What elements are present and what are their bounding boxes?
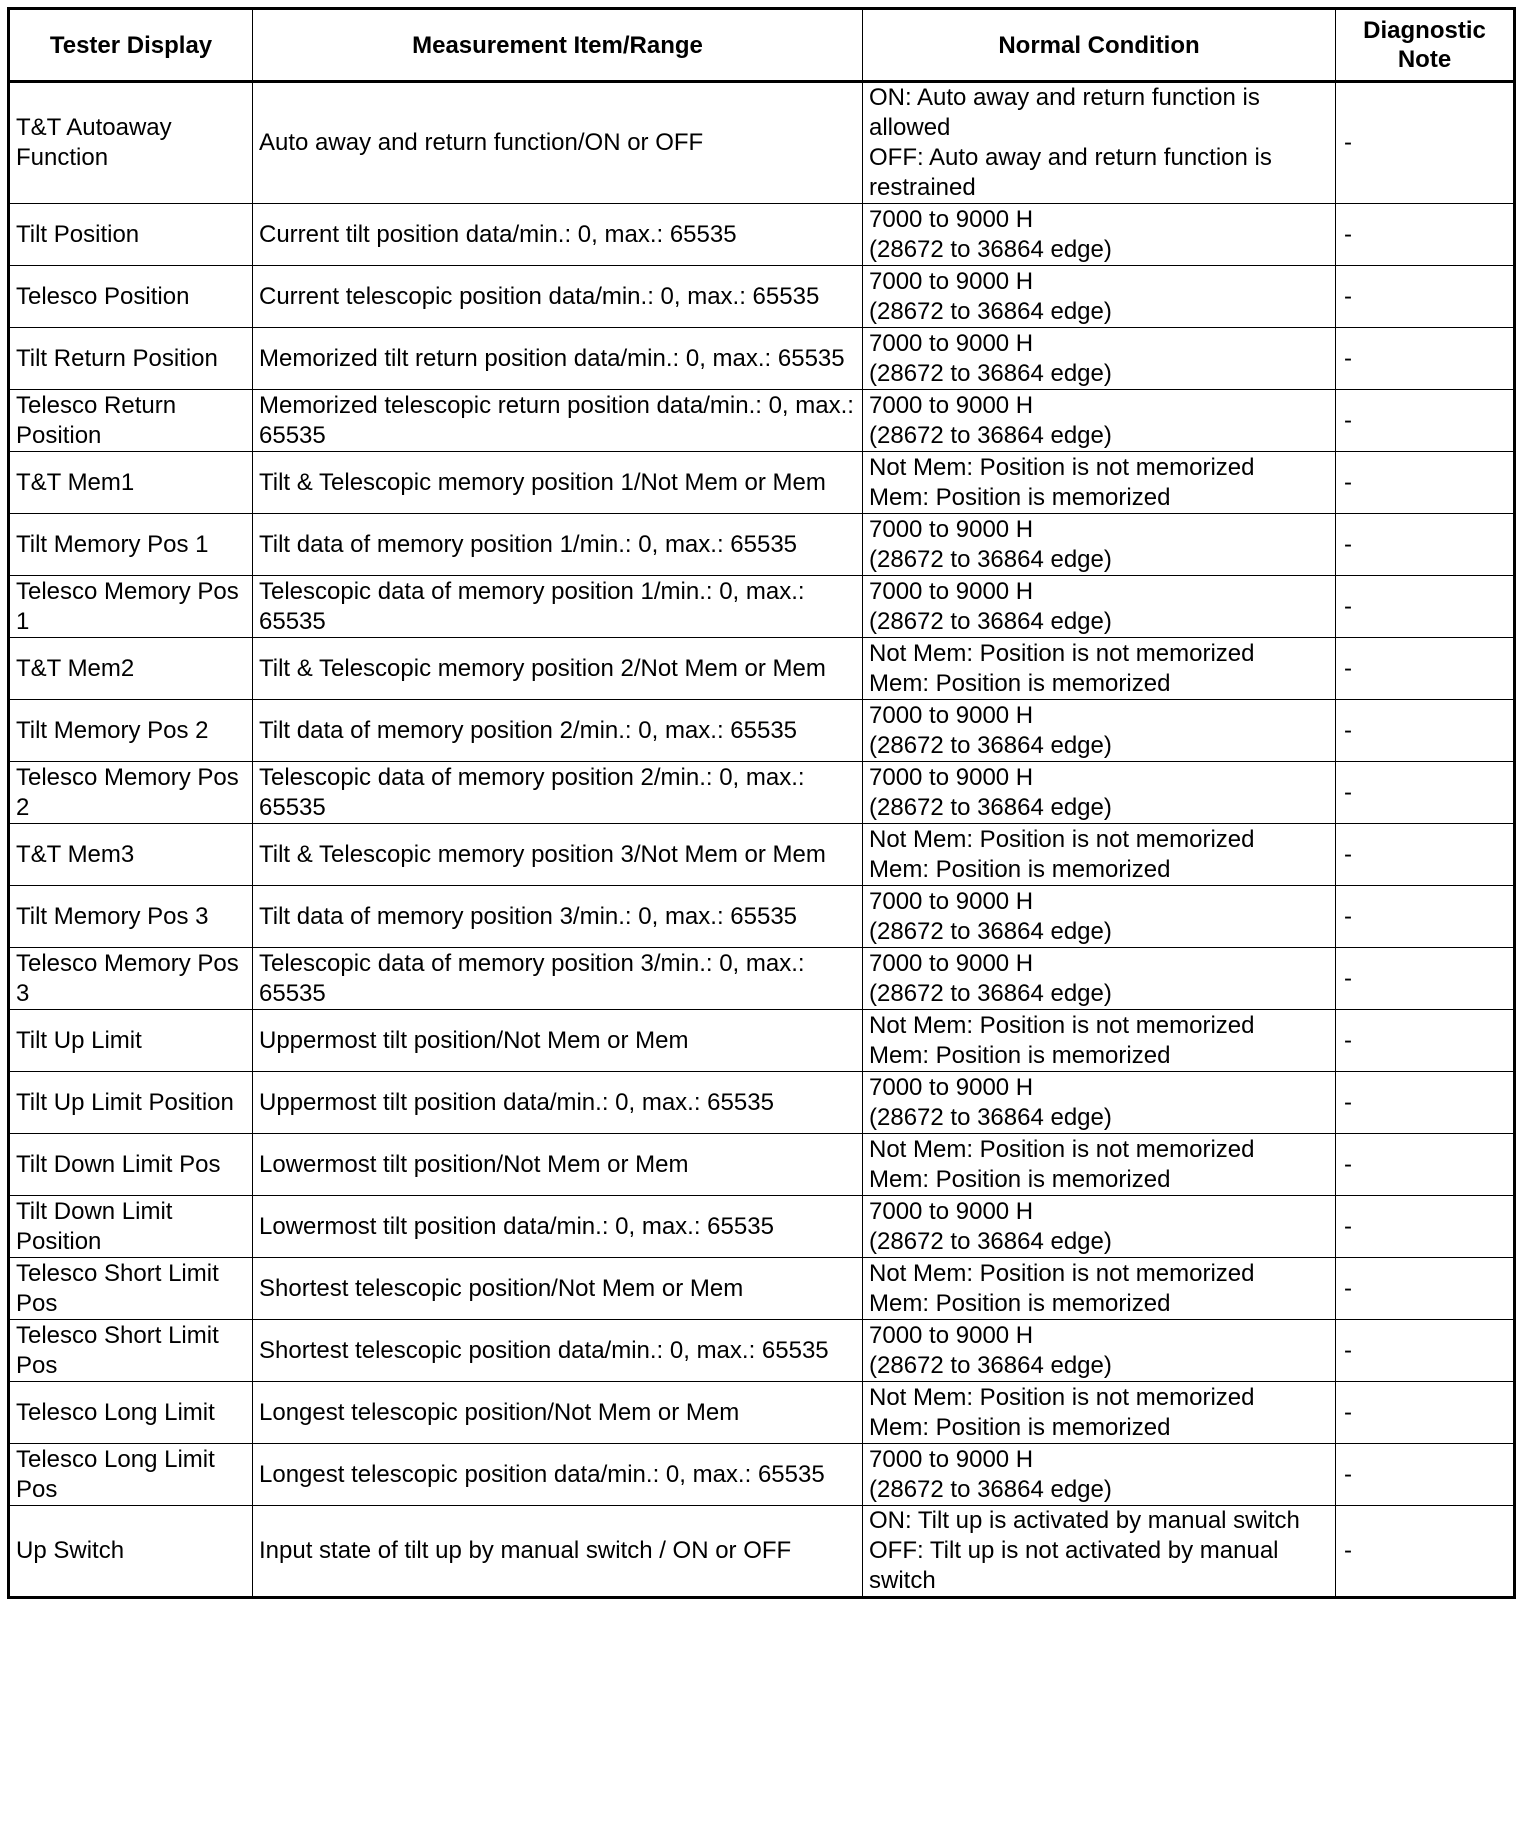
- cell-normal-condition: Not Mem: Position is not memorized Mem: Position is memorized: [863, 1010, 1336, 1072]
- table-row: [9, 328, 1515, 390]
- cell-tester-display: Telesco Memory Pos 2: [9, 762, 253, 824]
- table-row: [9, 1506, 1515, 1598]
- cell-tester-display: Telesco Short Limit Pos: [9, 1320, 253, 1382]
- cell-tester-display: Tilt Memory Pos 1: [9, 514, 253, 576]
- table-row: [9, 576, 1515, 638]
- table-row: [9, 1382, 1515, 1444]
- cell-measurement-item: Input state of tilt up by manual switch / ON or OFF: [253, 1506, 863, 1598]
- cell-measurement-item: Current tilt position data/min.: 0, max.: 65535: [253, 204, 863, 266]
- cell-measurement-item: Tilt data of memory position 2/min.: 0, max.: 65535: [253, 700, 863, 762]
- cell-diagnostic-note: -: [1336, 638, 1515, 700]
- cell-measurement-item: Longest telescopic position/Not Mem or Mem: [253, 1382, 863, 1444]
- cell-tester-display: Tilt Memory Pos 2: [9, 700, 253, 762]
- cell-measurement-item: Memorized tilt return position data/min.: 0, max.: 65535: [253, 328, 863, 390]
- cell-measurement-item: Lowermost tilt position/Not Mem or Mem: [253, 1134, 863, 1196]
- diagnostic-data-table: [7, 7, 1516, 1599]
- cell-normal-condition: 7000 to 9000 H (28672 to 36864 edge): [863, 1072, 1336, 1134]
- cell-normal-condition: 7000 to 9000 H (28672 to 36864 edge): [863, 204, 1336, 266]
- cell-measurement-item: Tilt data of memory position 1/min.: 0, max.: 65535: [253, 514, 863, 576]
- cell-tester-display: Telesco Long Limit: [9, 1382, 253, 1444]
- cell-tester-display: Telesco Memory Pos 1: [9, 576, 253, 638]
- table-row: [9, 1320, 1515, 1382]
- table-row: [9, 1134, 1515, 1196]
- header-normal-condition: Normal Condition: [863, 9, 1336, 82]
- cell-tester-display: T&T Mem1: [9, 452, 253, 514]
- cell-diagnostic-note: -: [1336, 514, 1515, 576]
- cell-tester-display: Up Switch: [9, 1506, 253, 1598]
- cell-measurement-item: Telescopic data of memory position 1/min.: 0, max.: 65535: [253, 576, 863, 638]
- cell-diagnostic-note: -: [1336, 452, 1515, 514]
- cell-tester-display: Tilt Memory Pos 3: [9, 886, 253, 948]
- cell-normal-condition: 7000 to 9000 H (28672 to 36864 edge): [863, 1444, 1336, 1506]
- cell-tester-display: Tilt Down Limit Pos: [9, 1134, 253, 1196]
- cell-measurement-item: Tilt & Telescopic memory position 3/Not Mem or Mem: [253, 824, 863, 886]
- cell-measurement-item: Current telescopic position data/min.: 0, max.: 65535: [253, 266, 863, 328]
- cell-diagnostic-note: -: [1336, 1382, 1515, 1444]
- cell-diagnostic-note: -: [1336, 204, 1515, 266]
- table-row: [9, 948, 1515, 1010]
- cell-measurement-item: Uppermost tilt position/Not Mem or Mem: [253, 1010, 863, 1072]
- cell-normal-condition: 7000 to 9000 H (28672 to 36864 edge): [863, 576, 1336, 638]
- cell-measurement-item: Auto away and return function/ON or OFF: [253, 82, 863, 204]
- table-row: [9, 700, 1515, 762]
- cell-normal-condition: Not Mem: Position is not memorized Mem: Position is memorized: [863, 638, 1336, 700]
- cell-measurement-item: Tilt & Telescopic memory position 2/Not Mem or Mem: [253, 638, 863, 700]
- table-row: [9, 824, 1515, 886]
- cell-measurement-item: Telescopic data of memory position 3/min.: 0, max.: 65535: [253, 948, 863, 1010]
- cell-measurement-item: Tilt data of memory position 3/min.: 0, max.: 65535: [253, 886, 863, 948]
- header-row: [9, 9, 1515, 82]
- cell-measurement-item: Lowermost tilt position data/min.: 0, max.: 65535: [253, 1196, 863, 1258]
- cell-normal-condition: 7000 to 9000 H (28672 to 36864 edge): [863, 762, 1336, 824]
- cell-normal-condition: 7000 to 9000 H (28672 to 36864 edge): [863, 1196, 1336, 1258]
- cell-normal-condition: ON: Tilt up is activated by manual switch OFF: Tilt up is not activated by manual switch: [863, 1506, 1336, 1598]
- table-body: [9, 82, 1515, 1598]
- cell-diagnostic-note: -: [1336, 1134, 1515, 1196]
- header-measurement-item: Measurement Item/Range: [253, 9, 863, 82]
- table-row: [9, 1072, 1515, 1134]
- cell-tester-display: Telesco Position: [9, 266, 253, 328]
- cell-diagnostic-note: -: [1336, 1010, 1515, 1072]
- cell-tester-display: Telesco Short Limit Pos: [9, 1258, 253, 1320]
- cell-diagnostic-note: -: [1336, 1072, 1515, 1134]
- cell-measurement-item: Tilt & Telescopic memory position 1/Not Mem or Mem: [253, 452, 863, 514]
- cell-normal-condition: Not Mem: Position is not memorized Mem: Position is memorized: [863, 452, 1336, 514]
- cell-diagnostic-note: -: [1336, 824, 1515, 886]
- cell-measurement-item: Telescopic data of memory position 2/min.: 0, max.: 65535: [253, 762, 863, 824]
- cell-diagnostic-note: -: [1336, 1196, 1515, 1258]
- cell-diagnostic-note: -: [1336, 1258, 1515, 1320]
- table-row: [9, 638, 1515, 700]
- cell-normal-condition: 7000 to 9000 H (28672 to 36864 edge): [863, 1320, 1336, 1382]
- cell-measurement-item: Shortest telescopic position/Not Mem or Mem: [253, 1258, 863, 1320]
- table-row: [9, 762, 1515, 824]
- cell-diagnostic-note: -: [1336, 1506, 1515, 1598]
- table-row: [9, 390, 1515, 452]
- header-tester-display: Tester Display: [9, 9, 253, 82]
- table-row: [9, 1010, 1515, 1072]
- table-row: [9, 82, 1515, 204]
- cell-diagnostic-note: -: [1336, 886, 1515, 948]
- table-row: [9, 1258, 1515, 1320]
- cell-normal-condition: 7000 to 9000 H (28672 to 36864 edge): [863, 266, 1336, 328]
- cell-diagnostic-note: -: [1336, 390, 1515, 452]
- cell-measurement-item: Memorized telescopic return position data/min.: 0, max.: 65535: [253, 390, 863, 452]
- cell-tester-display: Telesco Return Position: [9, 390, 253, 452]
- cell-normal-condition: Not Mem: Position is not memorized Mem: Position is memorized: [863, 824, 1336, 886]
- cell-diagnostic-note: -: [1336, 700, 1515, 762]
- cell-diagnostic-note: -: [1336, 576, 1515, 638]
- table-row: [9, 514, 1515, 576]
- cell-diagnostic-note: -: [1336, 266, 1515, 328]
- cell-normal-condition: 7000 to 9000 H (28672 to 36864 edge): [863, 328, 1336, 390]
- cell-diagnostic-note: -: [1336, 82, 1515, 204]
- cell-measurement-item: Uppermost tilt position data/min.: 0, max.: 65535: [253, 1072, 863, 1134]
- table-row: [9, 204, 1515, 266]
- cell-normal-condition: 7000 to 9000 H (28672 to 36864 edge): [863, 886, 1336, 948]
- table-row: [9, 452, 1515, 514]
- cell-diagnostic-note: -: [1336, 762, 1515, 824]
- table-row: [9, 1196, 1515, 1258]
- cell-diagnostic-note: -: [1336, 1444, 1515, 1506]
- cell-measurement-item: Longest telescopic position data/min.: 0, max.: 65535: [253, 1444, 863, 1506]
- cell-tester-display: T&T Autoaway Function: [9, 82, 253, 204]
- table-header: [9, 9, 1515, 82]
- cell-normal-condition: ON: Auto away and return function is allowed OFF: Auto away and return function is restrained: [863, 82, 1336, 204]
- cell-tester-display: T&T Mem3: [9, 824, 253, 886]
- cell-normal-condition: 7000 to 9000 H (28672 to 36864 edge): [863, 390, 1336, 452]
- cell-normal-condition: 7000 to 9000 H (28672 to 36864 edge): [863, 948, 1336, 1010]
- cell-normal-condition: Not Mem: Position is not memorized Mem: Position is memorized: [863, 1382, 1336, 1444]
- cell-tester-display: Tilt Down Limit Position: [9, 1196, 253, 1258]
- table-row: [9, 886, 1515, 948]
- table-row: [9, 1444, 1515, 1506]
- cell-tester-display: Tilt Up Limit Position: [9, 1072, 253, 1134]
- cell-normal-condition: Not Mem: Position is not memorized Mem: Position is memorized: [863, 1134, 1336, 1196]
- header-diagnostic-note: Diagnostic Note: [1336, 9, 1515, 82]
- table-row: [9, 266, 1515, 328]
- cell-tester-display: Telesco Long Limit Pos: [9, 1444, 253, 1506]
- cell-measurement-item: Shortest telescopic position data/min.: 0, max.: 65535: [253, 1320, 863, 1382]
- cell-diagnostic-note: -: [1336, 1320, 1515, 1382]
- cell-diagnostic-note: -: [1336, 948, 1515, 1010]
- cell-tester-display: Telesco Memory Pos 3: [9, 948, 253, 1010]
- cell-tester-display: Tilt Position: [9, 204, 253, 266]
- cell-tester-display: Tilt Return Position: [9, 328, 253, 390]
- cell-diagnostic-note: -: [1336, 328, 1515, 390]
- cell-tester-display: T&T Mem2: [9, 638, 253, 700]
- cell-normal-condition: Not Mem: Position is not memorized Mem: Position is memorized: [863, 1258, 1336, 1320]
- cell-normal-condition: 7000 to 9000 H (28672 to 36864 edge): [863, 700, 1336, 762]
- cell-tester-display: Tilt Up Limit: [9, 1010, 253, 1072]
- cell-normal-condition: 7000 to 9000 H (28672 to 36864 edge): [863, 514, 1336, 576]
